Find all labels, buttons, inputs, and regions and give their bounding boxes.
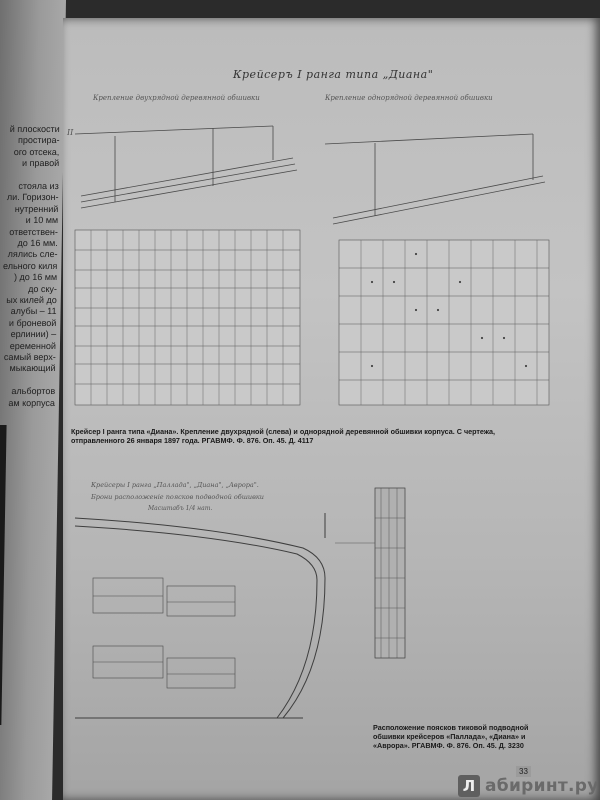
left-page-line: мыкающий	[9, 363, 56, 374]
left-page-line: стояла из	[18, 181, 59, 191]
left-page-line: простира-	[17, 135, 60, 146]
watermark	[458, 775, 599, 797]
left-page-line: еременной	[9, 340, 57, 351]
left-page-line: алубы – 11	[10, 306, 57, 317]
left-page-line: до ску-	[28, 283, 58, 294]
left-page-line: и 10 мм	[25, 215, 59, 226]
left-page-line: ам корпуса	[8, 397, 56, 408]
drawing-left-label: Крепление двухрядной деревянной обшивки	[93, 94, 260, 102]
caption-planking: Крейсер I ранга типа «Диана». Крепление двухрядной (слева) и однорядной деревянной обшивки корпуса. С чертежа, отправленного 26 января 1897 года. РГАВМФ. Ф. 876. Оп. 45. Д. 4117	[71, 427, 496, 445]
watermark-text: абиринт.ру	[485, 776, 599, 796]
left-page-line: нутренний	[14, 203, 59, 214]
left-page-line: самый верх-	[3, 352, 56, 362]
left-page-line: ) до 16 мм	[13, 272, 58, 283]
left-page-line: до 16 мм.	[17, 238, 58, 248]
hull-section-drawing	[63, 18, 600, 800]
left-page-image-edge	[0, 425, 7, 725]
left-page-line: ельного киля	[2, 260, 58, 271]
left-page-line: и правой	[21, 158, 60, 169]
left-page-line: ли. Горизон-	[6, 192, 59, 203]
page-number: 33	[516, 766, 531, 777]
hull-drawing-label-2: Брони расположенiе поясков подводной обшивки	[91, 493, 264, 501]
left-page-line: альбортов	[11, 386, 56, 397]
left-page-line: ого отсека,	[13, 146, 60, 157]
drawing-right-label: Крепление однорядной деревянной обшивки	[325, 94, 493, 102]
left-page-line: й плоскости	[9, 124, 60, 134]
caption-hull-sheathing: Расположение поясков тиковой подводной обшивки крейсеров «Паллада», «Диана» и «Аврора». РГАВМФ. Ф. 876. Оп. 45. Д. 3230	[373, 723, 529, 750]
left-page-line: ых килей до	[6, 295, 57, 305]
hull-drawing-scale: Масштабъ 1/4 нат.	[148, 505, 213, 512]
drawing-side-mark: II	[67, 128, 74, 137]
left-page-line: и броневой	[8, 317, 57, 328]
left-page-line: лялись сле-	[7, 249, 58, 260]
hull-drawing-label-1: Крейсеры I ранга „Паллада", „Диана", „Аврора".	[91, 481, 259, 489]
left-page-line: ерлинии) –	[10, 329, 57, 340]
left-page	[0, 0, 66, 800]
watermark-logo-icon: Л	[458, 775, 480, 797]
drawing-title: Крейсеръ I ранга типа „Диана"	[233, 68, 434, 81]
book-page	[63, 18, 600, 800]
left-page-line: ответствен-	[9, 226, 59, 237]
